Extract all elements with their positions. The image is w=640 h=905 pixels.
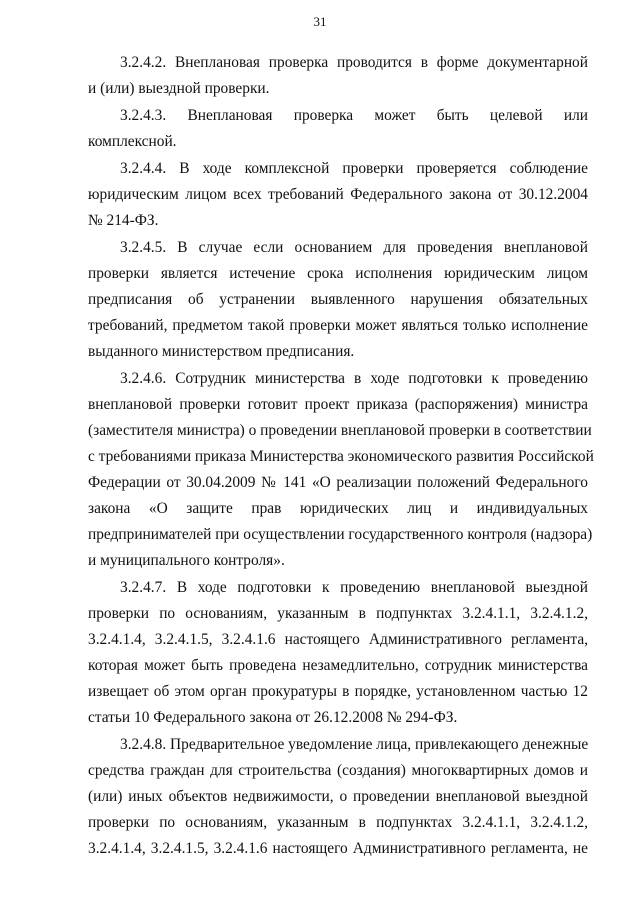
paragraph-line: и (или) выездной проверки. <box>88 80 270 97</box>
paragraph-line: 3.2.4.5. В случае если основанием для проведения внеплановой <box>120 239 588 256</box>
paragraph-line: с требованиями приказа Министерства экономического развития Российской <box>88 448 594 465</box>
paragraph-line: которая может быть проведена незамедлительно, сотрудник министерства <box>88 657 588 674</box>
paragraph-line: требований, предметом такой проверки может являться только исполнение <box>88 317 588 334</box>
paragraph-line: 3.2.4.8. Предварительное уведомление лица, привлекающего денежные <box>120 736 589 753</box>
paragraph-3-2-4-5 <box>88 235 588 365</box>
paragraph-3-2-4-2 <box>88 50 588 102</box>
paragraph-line: извещает об этом орган прокуратуры в порядке, установленном частью 12 <box>88 683 588 700</box>
paragraph-line: 3.2.4.4. В ходе комплексной проверки проверяется соблюдение <box>120 160 588 177</box>
paragraph-line: предпринимателей при осуществлении государственного контроля (надзора) <box>88 526 593 543</box>
paragraph-line: (заместителя министра) о проведении внеплановой проверки в соответствии <box>88 422 592 439</box>
paragraph-line: юридическим лицом всех требований Федерального закона от 30.12.2004 <box>88 186 588 203</box>
paragraph-line: проверки является истечение срока исполнения юридическим лицом <box>88 265 588 282</box>
paragraph-line: средства граждан для строительства (создания) многоквартирных домов и <box>88 762 588 779</box>
paragraph-line: 3.2.4.2. Внеплановая проверка проводится в форме документарной <box>120 54 588 71</box>
paragraph-3-2-4-7 <box>88 575 588 731</box>
page-number: 31 <box>313 14 327 29</box>
paragraph-line: предписания об устранении выявленного нарушения обязательных <box>88 291 588 308</box>
paragraph-line: выданного министерством предписания. <box>88 343 355 360</box>
paragraph-line: 3.2.4.1.4, 3.2.4.1.5, 3.2.4.1.6 настоящего Административного регламента, <box>88 631 588 648</box>
paragraph-3-2-4-8 <box>88 732 588 862</box>
paragraph-line: проверки по основаниям, указанным в подпунктах 3.2.4.1.1, 3.2.4.1.2, <box>88 814 588 831</box>
paragraph-line: 3.2.4.6. Сотрудник министерства в ходе подготовки к проведению <box>120 370 588 387</box>
paragraph-line: статьи 10 Федерального закона от 26.12.2008 № 294-ФЗ. <box>88 709 458 726</box>
paragraph-3-2-4-6 <box>88 366 594 574</box>
paragraph-line: закона «О защите прав юридических лиц и индивидуальных <box>88 500 588 517</box>
paragraph-3-2-4-4 <box>88 156 588 234</box>
paragraph-line: 3.2.4.7. В ходе подготовки к проведению внеплановой выездной <box>120 579 588 596</box>
paragraph-line: комплексной. <box>88 133 177 150</box>
paragraph-line: Федерации от 30.04.2009 № 141 «О реализации положений Федерального <box>88 474 588 491</box>
paragraph-line: (или) иных объектов недвижимости, о проведении внеплановой выездной <box>88 788 588 805</box>
paragraph-line: № 214-ФЗ. <box>88 212 159 229</box>
paragraph-line: 3.2.4.1.4, 3.2.4.1.5, 3.2.4.1.6 настоящего Административного регламента, не <box>88 840 588 857</box>
paragraph-line: и муниципального контроля». <box>88 552 285 569</box>
paragraph-line: 3.2.4.3. Внеплановая проверка может быть целевой или <box>120 107 588 124</box>
document-body <box>88 50 594 863</box>
paragraph-line: внеплановой проверки готовит проект приказа (распоряжения) министра <box>88 396 588 413</box>
paragraph-line: проверки по основаниям, указанным в подпунктах 3.2.4.1.1, 3.2.4.1.2, <box>88 605 588 622</box>
paragraph-3-2-4-3 <box>88 103 588 155</box>
